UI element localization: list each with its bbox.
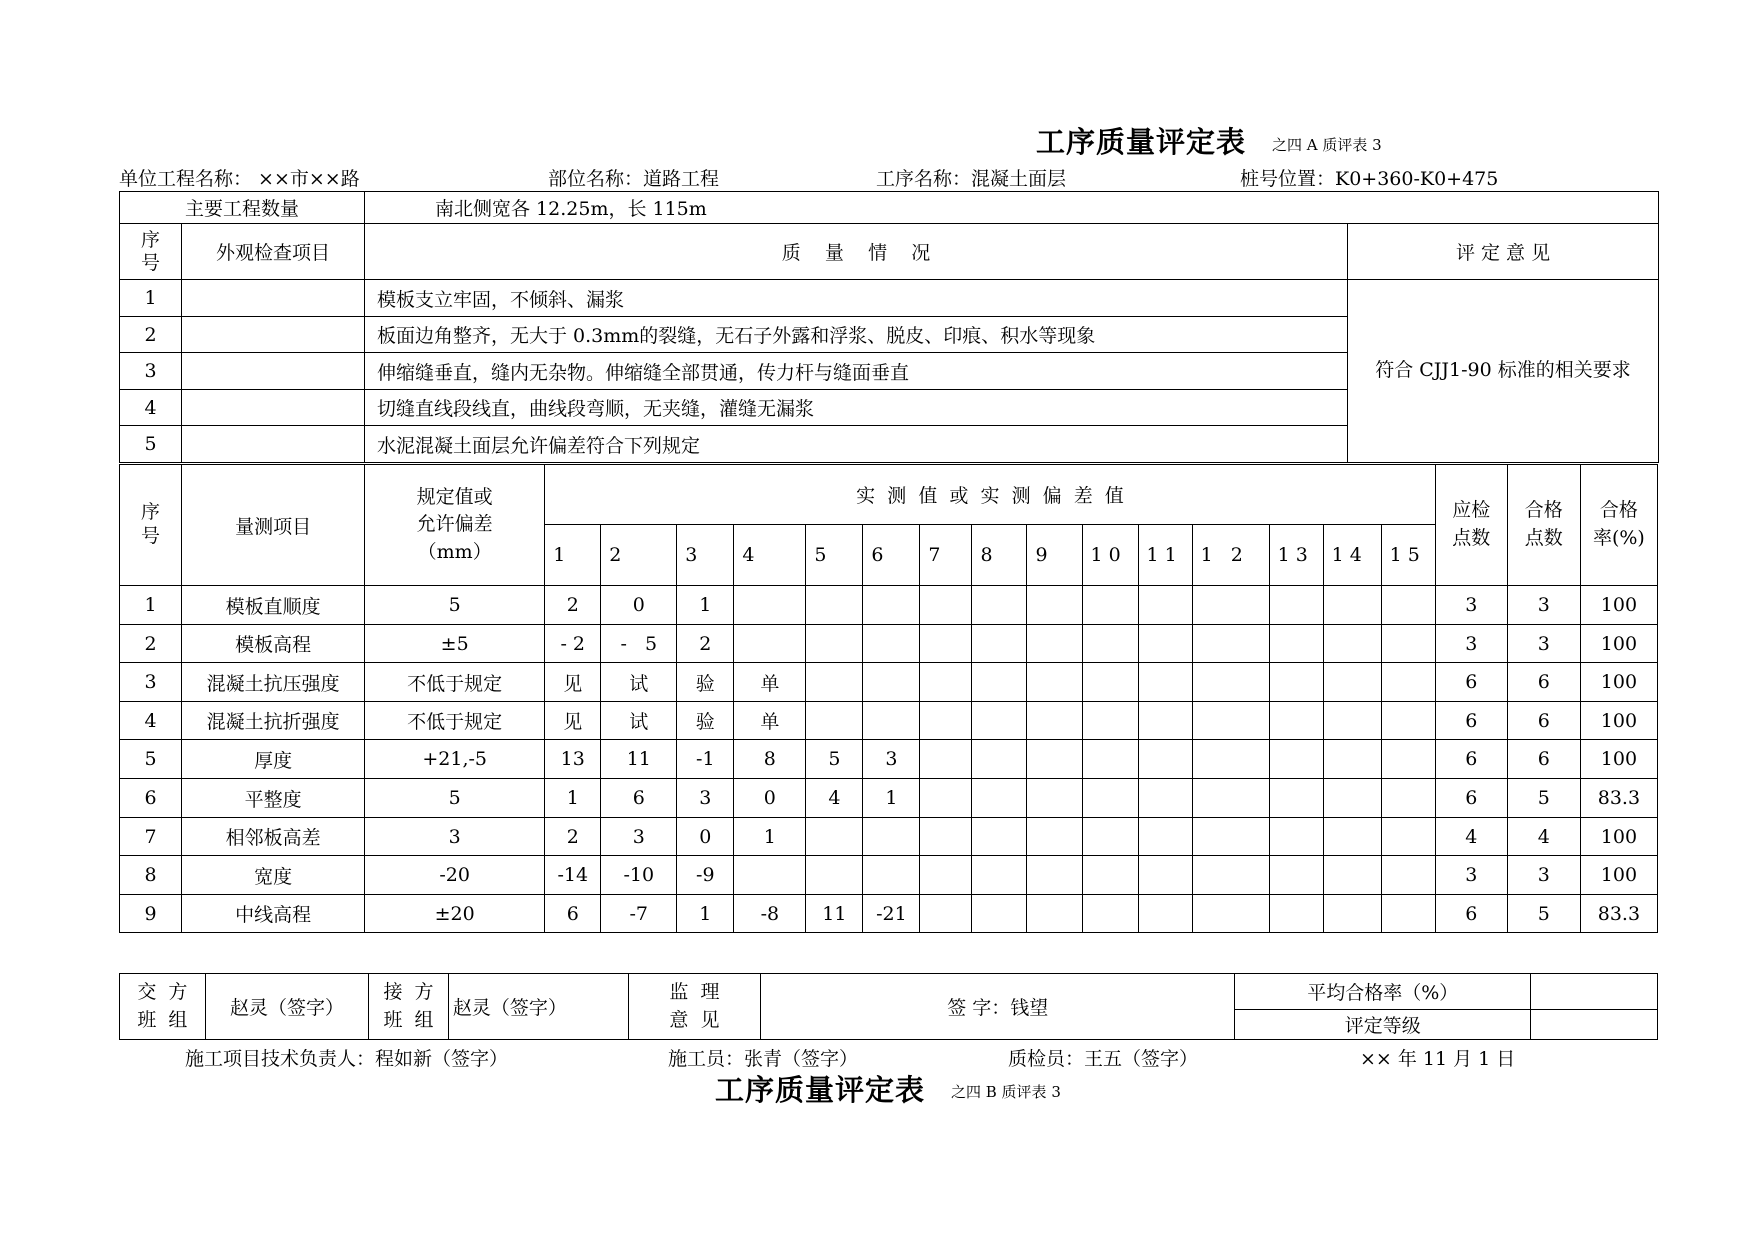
measured-value-cell [1269,586,1323,625]
grade-label: 评定等级 [1235,1010,1531,1040]
m-header-rate: 合格 率(%) [1580,465,1657,586]
measured-value-cell: 11 [601,740,677,779]
row-quality-text: 板面边角整齐，无大于 0.3mm的裂缝，无石子外露和浮浆、脱皮、印痕、积水等现象 [365,317,1348,353]
measured-value-cell [1323,895,1381,933]
row-pass-count: 3 [1507,586,1580,625]
measured-value-cell [972,586,1027,625]
point-number: 3 [677,525,734,586]
appearance-table [119,191,1659,463]
measured-value-cell [920,818,972,856]
measured-value-cell [1192,740,1269,779]
table-row [120,818,1658,856]
row-seq: 3 [120,663,182,702]
measured-value-cell [1381,779,1435,818]
row-seq: 2 [120,625,182,663]
measured-value-cell [1027,856,1082,895]
row-tolerance: 不低于规定 [365,702,545,740]
row-pass-rate: 83.3 [1580,779,1657,818]
measured-value-cell [972,625,1027,663]
table-row [120,856,1658,895]
measured-value-cell: 单 [734,663,806,702]
measured-value-cell [806,818,863,856]
table-row [120,586,1658,625]
measured-value-cell: -21 [863,895,920,933]
measured-value-cell: -7 [601,895,677,933]
measured-value-cell [972,895,1027,933]
measured-value-cell [863,702,920,740]
measured-value-cell [920,856,972,895]
row-tolerance: 5 [365,586,545,625]
measured-value-cell [920,895,972,933]
row-pass-count: 3 [1507,625,1580,663]
measured-value-cell: 3 [601,818,677,856]
row-should-count: 6 [1435,740,1507,779]
measured-value-cell: -9 [677,856,734,895]
measured-value-cell [1323,740,1381,779]
measured-value-cell [1269,895,1323,933]
measured-value-cell [920,586,972,625]
measured-value-cell [1323,625,1381,663]
measured-value-cell: 4 [806,779,863,818]
measured-value-cell [920,779,972,818]
measured-value-cell: 单 [734,702,806,740]
row-pass-count: 6 [1507,740,1580,779]
row-measure-item: 模板高程 [182,625,365,663]
row-measure-item: 厚度 [182,740,365,779]
unit-project-name: 单位工程名称： ××市××路 [119,168,360,190]
measured-value-cell [920,625,972,663]
measurement-rows [120,586,1658,933]
measured-value-cell: 3 [863,740,920,779]
row-quality-text: 切缝直线段线直，曲线段弯顺，无夹缝，灌缝无漏浆 [365,390,1348,426]
row-quality-text: 伸缩缝垂直，缝内无杂物。伸缩缝全部贯通，传力杆与缝面垂直 [365,353,1348,390]
measured-value-cell: 验 [677,663,734,702]
measured-value-cell [1027,702,1082,740]
measured-value-cell [1027,818,1082,856]
row-item [182,280,365,317]
inspector-signature: 质检员：王五（签字） [1008,1048,1199,1070]
measured-value-cell [920,740,972,779]
row-pass-count: 5 [1507,895,1580,933]
row-tolerance: +21,-5 [365,740,545,779]
header-opinion: 评 定 意 见 [1348,224,1659,280]
row-item [182,353,365,390]
row-pass-rate: 100 [1580,663,1657,702]
measured-value-cell [1192,625,1269,663]
row-pass-rate: 100 [1580,856,1657,895]
measured-value-cell [1138,818,1192,856]
row-should-count: 3 [1435,586,1507,625]
measured-value-cell: 1 [677,895,734,933]
table-row [120,625,1658,663]
table-row [120,663,1658,702]
measured-value-cell: -14 [545,856,601,895]
point-number: 8 [972,525,1027,586]
measured-value-cell [1269,702,1323,740]
builder-signature: 施工员：张青（签字） [668,1048,859,1070]
supervisor-signature: 签 字：钱望 [761,974,1235,1040]
measured-value-cell [1082,625,1138,663]
info-row [0,164,1754,190]
measured-value-cell [972,818,1027,856]
row-should-count: 6 [1435,779,1507,818]
m-header-should: 应检 点数 [1435,465,1507,586]
measured-value-cell [1381,663,1435,702]
row-pass-rate: 100 [1580,586,1657,625]
measured-value-cell [972,856,1027,895]
measured-value-cell [1138,625,1192,663]
measured-value-cell: 验 [677,702,734,740]
measured-value-cell [1381,895,1435,933]
measured-value-cell [863,856,920,895]
measured-value-cell [920,663,972,702]
measured-value-cell [734,625,806,663]
measured-value-cell [1192,586,1269,625]
measured-value-cell [734,856,806,895]
measured-value-cell [972,740,1027,779]
measured-value-cell [1082,740,1138,779]
point-number: 9 [1027,525,1082,586]
measured-value-cell: -8 [734,895,806,933]
measured-value-cell: 6 [545,895,601,933]
measured-value-cell: 见 [545,663,601,702]
receive-team-label: 接 方 班 组 [369,974,449,1040]
row-pass-count: 3 [1507,856,1580,895]
measured-value-cell: 试 [601,702,677,740]
measured-value-cell [863,818,920,856]
measured-value-cell [1269,779,1323,818]
measurement-table [119,464,1658,933]
measured-value-cell [1082,779,1138,818]
measured-value-cell [972,779,1027,818]
m-header-pass: 合格 点数 [1507,465,1580,586]
table-row [120,702,1658,740]
measured-value-cell [1323,663,1381,702]
measured-value-cell [806,856,863,895]
measured-value-cell: 5 [806,740,863,779]
row-tolerance: ±5 [365,625,545,663]
measured-value-cell [1138,895,1192,933]
measured-value-cell [1381,586,1435,625]
measured-value-cell [1138,586,1192,625]
measured-value-cell [1082,895,1138,933]
row-measure-item: 中线高程 [182,895,365,933]
measured-value-cell [1192,702,1269,740]
row-seq: 9 [120,895,182,933]
measured-value-cell [1027,779,1082,818]
m-header-seq: 序 号 [120,465,182,586]
measured-value-cell [1381,856,1435,895]
measured-value-cell [972,663,1027,702]
measured-value-cell [920,702,972,740]
row-item [182,317,365,353]
measured-value-cell: 1 [545,779,601,818]
avg-rate-label: 平均合格率（%） [1235,974,1531,1010]
measured-value-cell: 1 [677,586,734,625]
measured-value-cell: -1 [677,740,734,779]
measured-value-cell: 0 [677,818,734,856]
row-measure-item: 混凝土抗折强度 [182,702,365,740]
measured-value-cell [863,663,920,702]
row-seq: 3 [120,353,182,390]
measured-value-cell [806,702,863,740]
measured-value-cell [1192,856,1269,895]
row-pass-rate: 100 [1580,625,1657,663]
row-should-count: 6 [1435,895,1507,933]
row-pass-count: 6 [1507,702,1580,740]
measured-value-cell: 1 [734,818,806,856]
row-measure-item: 平整度 [182,779,365,818]
row-seq: 4 [120,390,182,426]
measured-value-cell [1027,740,1082,779]
measured-value-cell: - 5 [601,625,677,663]
point-number: 6 [863,525,920,586]
measured-value-cell: 试 [601,663,677,702]
row-seq: 5 [120,740,182,779]
row-measure-item: 相邻板高差 [182,818,365,856]
handover-team-value: 赵灵（签字） [205,974,368,1040]
measured-value-cell [1027,586,1082,625]
row-seq: 8 [120,856,182,895]
row-seq: 1 [120,586,182,625]
measured-value-cell [1082,663,1138,702]
measured-value-cell: -10 [601,856,677,895]
next-form-title-row [0,1068,1754,1108]
measured-value-cell [863,625,920,663]
measured-value-cell [1192,818,1269,856]
point-number: 1 2 [1192,525,1269,586]
measured-value-cell [1192,779,1269,818]
measured-value-cell [1027,895,1082,933]
row-should-count: 6 [1435,702,1507,740]
measured-value-cell [734,586,806,625]
quantity-label: 主要工程数量 [120,192,365,224]
quantity-value: 南北侧宽各 12.25m，长 115m [365,192,1659,224]
sign-date: ×× 年 11 月 1 日 [1360,1048,1516,1070]
measured-value-cell: 2 [545,818,601,856]
measured-value-cell [1138,856,1192,895]
measured-value-cell [1082,702,1138,740]
measured-value-cell: 13 [545,740,601,779]
header-seq: 序 号 [120,224,182,280]
measured-value-cell: 2 [677,625,734,663]
row-should-count: 6 [1435,663,1507,702]
tech-lead-signature: 施工项目技术负责人：程如新（签字） [185,1048,509,1070]
measured-value-cell [1082,818,1138,856]
measured-value-cell [1269,818,1323,856]
row-quality-text: 模板支立牢固，不倾斜、漏浆 [365,280,1348,317]
measured-value-cell [1138,702,1192,740]
measured-value-cell [1381,818,1435,856]
measured-value-cell [972,702,1027,740]
measured-value-cell [1138,740,1192,779]
measured-value-cell [806,663,863,702]
m-header-tolerance: 规定值或 允许偏差 （mm） [365,465,545,586]
measured-value-cell [1082,586,1138,625]
row-measure-item: 模板直顺度 [182,586,365,625]
table-row [120,895,1658,933]
point-number: 1 3 [1269,525,1323,586]
form-title-row [0,120,1754,162]
measured-value-cell: 1 [863,779,920,818]
process-name: 工序名称：混凝土面层 [876,168,1067,190]
measured-value-cell [1138,663,1192,702]
point-number: 4 [734,525,806,586]
measured-value-cell [1381,702,1435,740]
row-tolerance: 不低于规定 [365,663,545,702]
m-header-measured: 实 测 值 或 实 测 偏 差 值 [545,465,1436,525]
measured-value-cell [1192,663,1269,702]
measured-value-cell [1323,818,1381,856]
row-pass-rate: 100 [1580,702,1657,740]
measured-value-cell [1269,625,1323,663]
next-form-title: 工序质量评定表 [715,1073,926,1107]
measured-value-cell [1381,625,1435,663]
avg-rate-value [1531,974,1658,1010]
table-row [120,740,1658,779]
measured-value-cell [1192,895,1269,933]
row-pass-count: 6 [1507,663,1580,702]
measured-value-cell [1269,663,1323,702]
point-number: 7 [920,525,972,586]
table-row [120,280,1659,317]
next-form-subtitle: 之四 B 质评表 3 [951,1083,1061,1101]
measured-value-cell [1323,586,1381,625]
row-seq: 5 [120,426,182,463]
row-item [182,390,365,426]
measured-value-cell: 0 [734,779,806,818]
measured-value-cell [1381,740,1435,779]
row-pass-rate: 83.3 [1580,895,1657,933]
measured-value-cell [1269,856,1323,895]
station-position: 桩号位置：K0+360-K0+475 [1240,168,1499,190]
point-number: 2 [601,525,677,586]
handover-team-label: 交 方 班 组 [120,974,206,1040]
measured-value-cell: - 2 [545,625,601,663]
measured-value-cell: 8 [734,740,806,779]
header-quality: 质 量 情 况 [365,224,1348,280]
row-measure-item: 混凝土抗压强度 [182,663,365,702]
row-should-count: 3 [1435,856,1507,895]
measured-value-cell [1027,663,1082,702]
grade-value [1531,1010,1658,1040]
row-quality-text: 水泥混凝土面层允许偏差符合下列规定 [365,426,1348,463]
row-should-count: 4 [1435,818,1507,856]
row-pass-count: 5 [1507,779,1580,818]
row-seq: 2 [120,317,182,353]
row-should-count: 3 [1435,625,1507,663]
measured-value-cell: 见 [545,702,601,740]
row-tolerance: ±20 [365,895,545,933]
measured-value-cell [806,625,863,663]
point-number: 5 [806,525,863,586]
m-header-item: 量测项目 [182,465,365,586]
row-seq: 4 [120,702,182,740]
row-tolerance: 3 [365,818,545,856]
measured-value-cell [1269,740,1323,779]
receive-team-value: 赵灵（签字） [448,974,628,1040]
row-tolerance: 5 [365,779,545,818]
measured-value-cell: 0 [601,586,677,625]
measured-value-cell: 3 [677,779,734,818]
footer-row [0,1044,1754,1070]
row-seq: 6 [120,779,182,818]
row-item [182,426,365,463]
point-number: 1 1 [1138,525,1192,586]
point-number: 1 0 [1082,525,1138,586]
measured-value-cell [1323,702,1381,740]
measured-value-cell: 2 [545,586,601,625]
form-title: 工序质量评定表 [1036,125,1247,159]
row-seq: 1 [120,280,182,317]
measured-value-cell [863,586,920,625]
supervisor-label: 监 理 意 见 [628,974,761,1040]
measured-value-cell [806,586,863,625]
row-pass-rate: 100 [1580,818,1657,856]
measured-value-cell [1323,856,1381,895]
row-pass-count: 4 [1507,818,1580,856]
part-name: 部位名称：道路工程 [548,168,720,190]
measured-value-cell [1027,625,1082,663]
measured-value-cell [1082,856,1138,895]
table-row [120,779,1658,818]
row-pass-rate: 100 [1580,740,1657,779]
point-number: 1 [545,525,601,586]
row-tolerance: -20 [365,856,545,895]
signoff-table [119,973,1658,1040]
point-number: 1 5 [1381,525,1435,586]
row-measure-item: 宽度 [182,856,365,895]
row-seq: 7 [120,818,182,856]
header-appearance-item: 外观检查项目 [182,224,365,280]
point-number: 1 4 [1323,525,1381,586]
measured-value-cell [1323,779,1381,818]
opinion-value: 符合 CJJ1-90 标准的相关要求 [1348,280,1659,463]
measured-value-cell: 11 [806,895,863,933]
form-subtitle: 之四 A 质评表 3 [1272,136,1382,154]
measured-value-cell [1138,779,1192,818]
measured-value-cell: 6 [601,779,677,818]
